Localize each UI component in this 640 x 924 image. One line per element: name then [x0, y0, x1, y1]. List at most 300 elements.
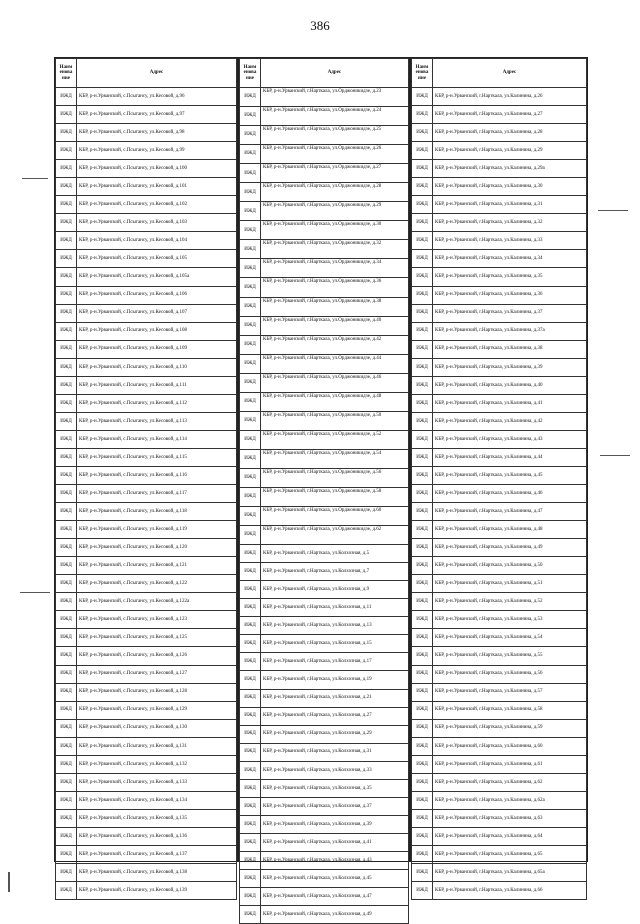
- table-row: [240, 526, 409, 545]
- property-type-cell: ИЖД: [56, 196, 77, 214]
- address-cell: КБР, р-н.Урванский, г.Нарткала, ул.Калинина, д.39: [433, 358, 587, 376]
- table-row: [240, 689, 409, 707]
- property-type-cell: ИЖД: [412, 882, 433, 900]
- table-row: [240, 411, 409, 430]
- table-row: [412, 647, 587, 665]
- table-row: [412, 791, 587, 809]
- address-cell: КБР, р-н.Урванский, с.Псыгансу, ул.Кесовой, д.116: [77, 466, 237, 484]
- table-row: [412, 430, 587, 448]
- address-cell: КБР, р-н.Урванский, с.Псыгансу, ул.Кесовой, д.98: [77, 124, 237, 142]
- address-cell: КБР, р-н.Урванский, с.Псыгансу, ул.Кесовой, д.132: [77, 755, 237, 773]
- property-type-cell: ИЖД: [240, 278, 261, 297]
- property-type-cell: ИЖД: [56, 304, 77, 322]
- table-row: [240, 373, 409, 392]
- property-type-cell: ИЖД: [240, 335, 261, 354]
- property-type-cell: ИЖД: [412, 88, 433, 106]
- table-row: [412, 268, 587, 286]
- address-cell: КБР, р-н.Урванский, с.Псыгансу, ул.Кесовой, д.122а: [77, 593, 237, 611]
- property-type-cell: ИЖД: [56, 827, 77, 845]
- table-row: [56, 394, 237, 412]
- table-row: [56, 845, 237, 863]
- table-row: [412, 88, 587, 106]
- table-row: [240, 671, 409, 689]
- property-type-cell: ИЖД: [56, 466, 77, 484]
- address-cell: КБР, р-н.Урванский, г.Нарткала, ул.Калинина, д.55: [433, 647, 587, 665]
- table-row: [56, 683, 237, 701]
- address-cell: КБР, р-н.Урванский, с.Псыгансу, ул.Кесовой, д.96: [77, 88, 237, 106]
- property-type-cell: ИЖД: [412, 160, 433, 178]
- property-type-cell: ИЖД: [412, 412, 433, 430]
- property-type-cell: ИЖД: [56, 142, 77, 160]
- table-row: [240, 430, 409, 449]
- table-row: [412, 286, 587, 304]
- address-cell: КБР, р-н.Урванский, г.Нарткала, ул.Орджоникидзе, д.40: [261, 316, 409, 335]
- address-cell: КБР, р-н.Урванский, г.Нарткала, ул.Орджоникидзе, д.36: [261, 278, 409, 297]
- property-type-cell: ИЖД: [240, 392, 261, 411]
- address-cell: КБР, р-н.Урванский, г.Нарткала, ул.Орджоникидзе, д.50: [261, 411, 409, 430]
- property-type-cell: ИЖД: [240, 373, 261, 392]
- table-row: [240, 779, 409, 797]
- property-type-cell: ИЖД: [412, 394, 433, 412]
- address-cell: КБР, р-н.Урванский, с.Псыгансу, ул.Кесовой, д.115: [77, 448, 237, 466]
- property-type-cell: ИЖД: [56, 845, 77, 863]
- table-row: [240, 202, 409, 221]
- property-type-cell: ИЖД: [240, 107, 261, 126]
- address-cell: КБР, р-н.Урванский, г.Нарткала, ул.Колхозная, д.13: [261, 617, 409, 635]
- table-row: [56, 376, 237, 394]
- table-row: [240, 487, 409, 506]
- table-row: [56, 575, 237, 593]
- property-type-cell: ИЖД: [240, 761, 261, 779]
- address-cell: КБР, р-н.Урванский, г.Нарткала, ул.Калинина, д.58: [433, 701, 587, 719]
- property-type-cell: ИЖД: [240, 779, 261, 797]
- property-type-cell: ИЖД: [412, 340, 433, 358]
- table-row: [56, 827, 237, 845]
- property-type-cell: ИЖД: [240, 126, 261, 145]
- table-row: [56, 160, 237, 178]
- address-cell: КБР, р-н.Урванский, г.Нарткала, ул.Колхозная, д.47: [261, 888, 409, 906]
- address-cell: КБР, р-н.Урванский, г.Нарткала, ул.Орджоникидзе, д.27: [261, 164, 409, 183]
- address-cell: КБР, р-н.Урванский, г.Нарткала, ул.Калинина, д.45: [433, 466, 587, 484]
- table-row: [240, 707, 409, 725]
- address-cell: КБР, р-н.Урванский, г.Нарткала, ул.Колхозная, д.31: [261, 743, 409, 761]
- address-cell: КБР, р-н.Урванский, с.Псыгансу, ул.Кесовой, д.137: [77, 845, 237, 863]
- address-cell: КБР, р-н.Урванский, г.Нарткала, ул.Колхозная, д.11: [261, 599, 409, 617]
- table-row: [412, 232, 587, 250]
- address-cell: КБР, р-н.Урванский, с.Псыгансу, ул.Кесовой, д.136: [77, 827, 237, 845]
- table-row: [240, 240, 409, 259]
- property-type-cell: ИЖД: [412, 809, 433, 827]
- property-type-cell: ИЖД: [56, 358, 77, 376]
- property-type-cell: ИЖД: [56, 448, 77, 466]
- address-cell: КБР, р-н.Урванский, г.Нарткала, ул.Калинина, д.62: [433, 773, 587, 791]
- property-type-cell: ИЖД: [412, 593, 433, 611]
- table-row: [412, 106, 587, 124]
- address-cell: КБР, р-н.Урванский, с.Псыгансу, ул.Кесовой, д.109: [77, 340, 237, 358]
- property-type-cell: ИЖД: [56, 809, 77, 827]
- property-type-cell: ИЖД: [240, 221, 261, 240]
- address-cell: КБР, р-н.Урванский, г.Нарткала, ул.Орджоникидзе, д.29: [261, 202, 409, 221]
- property-type-cell: ИЖД: [412, 539, 433, 557]
- table-row: [240, 653, 409, 671]
- address-cell: КБР, р-н.Урванский, с.Псыгансу, ул.Кесовой, д.118: [77, 503, 237, 521]
- property-type-cell: ИЖД: [56, 557, 77, 575]
- address-cell: КБР, р-н.Урванский, с.Псыгансу, ул.Кесовой, д.131: [77, 737, 237, 755]
- property-type-cell: ИЖД: [412, 376, 433, 394]
- property-type-cell: ИЖД: [412, 214, 433, 232]
- property-type-cell: ИЖД: [412, 575, 433, 593]
- table-row: [240, 545, 409, 563]
- table-row: [56, 268, 237, 286]
- property-type-cell: ИЖД: [56, 629, 77, 647]
- property-type-cell: ИЖД: [412, 701, 433, 719]
- property-type-cell: ИЖД: [240, 449, 261, 468]
- property-type-cell: ИЖД: [240, 487, 261, 506]
- property-type-cell: ИЖД: [56, 773, 77, 791]
- address-cell: КБР, р-н.Урванский, с.Псыгансу, ул.Кесовой, д.127: [77, 665, 237, 683]
- address-cell: КБР, р-н.Урванский, г.Нарткала, ул.Орджоникидзе, д.42: [261, 335, 409, 354]
- address-cell: КБР, р-н.Урванский, г.Нарткала, ул.Калинина, д.37: [433, 304, 587, 322]
- address-cell: КБР, р-н.Урванский, с.Псыгансу, ул.Кесовой, д.101: [77, 178, 237, 196]
- property-type-cell: ИЖД: [56, 250, 77, 268]
- property-type-cell: ИЖД: [412, 864, 433, 882]
- property-type-cell: ИЖД: [240, 851, 261, 869]
- table-row: [412, 539, 587, 557]
- address-cell: КБР, р-н.Урванский, г.Нарткала, ул.Колхозная, д.43: [261, 851, 409, 869]
- property-type-cell: ИЖД: [56, 719, 77, 737]
- table-row: [56, 773, 237, 791]
- table-row: [412, 629, 587, 647]
- table-row: [240, 449, 409, 468]
- table-row: [412, 412, 587, 430]
- address-cell: КБР, р-н.Урванский, г.Нарткала, ул.Колхозная, д.9: [261, 581, 409, 599]
- property-type-cell: ИЖД: [412, 719, 433, 737]
- address-cell: КБР, р-н.Урванский, с.Псыгансу, ул.Кесовой, д.104: [77, 232, 237, 250]
- table-header-row: [412, 59, 587, 88]
- table-row: [56, 340, 237, 358]
- property-type-cell: ИЖД: [412, 142, 433, 160]
- address-table-middle: [238, 57, 410, 917]
- table-row: [240, 88, 409, 107]
- property-type-cell: ИЖД: [240, 797, 261, 815]
- address-cell: КБР, р-н.Урванский, г.Нарткала, ул.Орджоникидзе, д.25: [261, 126, 409, 145]
- table-row: [240, 617, 409, 635]
- property-type-cell: ИЖД: [412, 485, 433, 503]
- table-row: [240, 392, 409, 411]
- table-row: [412, 719, 587, 737]
- table-row: [56, 791, 237, 809]
- property-type-cell: ИЖД: [240, 888, 261, 906]
- address-cell: КБР, р-н.Урванский, г.Нарткала, ул.Калинина, д.48: [433, 521, 587, 539]
- property-type-cell: ИЖД: [412, 322, 433, 340]
- address-cell: КБР, р-н.Урванский, г.Нарткала, ул.Колхозная, д.49: [261, 906, 409, 924]
- property-type-cell: ИЖД: [240, 430, 261, 449]
- address-cell: КБР, р-н.Урванский, г.Нарткала, ул.Колхозная, д.45: [261, 869, 409, 887]
- property-type-cell: ИЖД: [412, 827, 433, 845]
- table-row: [56, 755, 237, 773]
- property-type-cell: ИЖД: [412, 755, 433, 773]
- table-row: [240, 563, 409, 581]
- table-row: [56, 521, 237, 539]
- property-type-cell: ИЖД: [412, 521, 433, 539]
- address-cell: КБР, р-н.Урванский, г.Нарткала, ул.Калинина, д.59: [433, 719, 587, 737]
- property-type-cell: ИЖД: [56, 106, 77, 124]
- property-type-cell: ИЖД: [240, 725, 261, 743]
- table-row: [56, 611, 237, 629]
- table-row: [56, 448, 237, 466]
- header-address: Адрес: [77, 59, 237, 88]
- table-row: [412, 485, 587, 503]
- property-type-cell: ИЖД: [240, 507, 261, 526]
- address-cell: КБР, р-н.Урванский, г.Нарткала, ул.Калинина, д.47: [433, 503, 587, 521]
- table-row: [412, 521, 587, 539]
- table-row: [240, 761, 409, 779]
- table-row: [412, 340, 587, 358]
- header-type: Наим енова ние: [412, 59, 433, 88]
- property-type-cell: ИЖД: [412, 430, 433, 448]
- property-type-cell: ИЖД: [56, 376, 77, 394]
- table-row: [240, 183, 409, 202]
- table-row: [412, 358, 587, 376]
- table-row: [412, 755, 587, 773]
- table-row: [240, 743, 409, 761]
- address-cell: КБР, р-н.Урванский, г.Нарткала, ул.Калинина, д.38: [433, 340, 587, 358]
- property-type-cell: ИЖД: [412, 466, 433, 484]
- table-row: [240, 725, 409, 743]
- table-row: [56, 286, 237, 304]
- address-cell: КБР, р-н.Урванский, г.Нарткала, ул.Колхозная, д.5: [261, 545, 409, 563]
- address-cell: КБР, р-н.Урванский, с.Псыгансу, ул.Кесовой, д.135: [77, 809, 237, 827]
- property-type-cell: ИЖД: [56, 539, 77, 557]
- property-type-cell: ИЖД: [240, 183, 261, 202]
- address-cell: КБР, р-н.Урванский, г.Нарткала, ул.Колхозная, д.39: [261, 815, 409, 833]
- table-row: [412, 503, 587, 521]
- table-row: [240, 297, 409, 316]
- table-row: [412, 160, 587, 178]
- table-row: [412, 701, 587, 719]
- property-type-cell: ИЖД: [56, 232, 77, 250]
- table-row: [412, 737, 587, 755]
- address-cell: КБР, р-н.Урванский, г.Нарткала, ул.Калинина, д.41: [433, 394, 587, 412]
- table-row: [412, 304, 587, 322]
- address-cell: КБР, р-н.Урванский, г.Нарткала, ул.Колхозная, д.29: [261, 725, 409, 743]
- property-type-cell: ИЖД: [56, 124, 77, 142]
- address-cell: КБР, р-н.Урванский, г.Нарткала, ул.Калинина, д.60: [433, 737, 587, 755]
- address-cell: КБР, р-н.Урванский, г.Нарткала, ул.Колхозная, д.15: [261, 635, 409, 653]
- table-row: [412, 809, 587, 827]
- property-type-cell: ИЖД: [240, 354, 261, 373]
- header-address: Адрес: [261, 59, 409, 88]
- address-cell: КБР, р-н.Урванский, г.Нарткала, ул.Калинина, д.63: [433, 809, 587, 827]
- property-type-cell: ИЖД: [240, 869, 261, 887]
- address-cell: КБР, р-н.Урванский, г.Нарткала, ул.Калинина, д.29: [433, 142, 587, 160]
- property-type-cell: ИЖД: [56, 485, 77, 503]
- property-type-cell: ИЖД: [240, 164, 261, 183]
- address-cell: КБР, р-н.Урванский, г.Нарткала, ул.Калинина, д.65а: [433, 864, 587, 882]
- property-type-cell: ИЖД: [240, 545, 261, 563]
- property-type-cell: ИЖД: [56, 160, 77, 178]
- address-cell: КБР, р-н.Урванский, г.Нарткала, ул.Калинина, д.33: [433, 232, 587, 250]
- table-row: [412, 827, 587, 845]
- address-cell: КБР, р-н.Урванский, г.Нарткала, ул.Орджоникидзе, д.46: [261, 373, 409, 392]
- table-row: [56, 304, 237, 322]
- property-type-cell: ИЖД: [56, 755, 77, 773]
- property-type-cell: ИЖД: [240, 88, 261, 107]
- address-cell: КБР, р-н.Урванский, с.Псыгансу, ул.Кесовой, д.122: [77, 575, 237, 593]
- address-cell: КБР, р-н.Урванский, г.Нарткала, ул.Калинина, д.29а: [433, 160, 587, 178]
- property-type-cell: ИЖД: [240, 743, 261, 761]
- table-row: [412, 864, 587, 882]
- table-row: [412, 178, 587, 196]
- table-row: [412, 683, 587, 701]
- property-type-cell: ИЖД: [56, 88, 77, 106]
- table-row: [56, 412, 237, 430]
- property-type-cell: ИЖД: [56, 394, 77, 412]
- property-type-cell: ИЖД: [240, 689, 261, 707]
- scan-edge-mark: [22, 178, 48, 179]
- property-type-cell: ИЖД: [412, 448, 433, 466]
- table-row: [412, 557, 587, 575]
- property-type-cell: ИЖД: [240, 653, 261, 671]
- property-type-cell: ИЖД: [240, 145, 261, 164]
- table-row: [56, 232, 237, 250]
- property-type-cell: ИЖД: [240, 581, 261, 599]
- address-cell: КБР, р-н.Урванский, г.Нарткала, ул.Калинина, д.36: [433, 286, 587, 304]
- address-cell: КБР, р-н.Урванский, с.Псыгансу, ул.Кесовой, д.134: [77, 791, 237, 809]
- table-row: [56, 503, 237, 521]
- address-cell: КБР, р-н.Урванский, с.Псыгансу, ул.Кесовой, д.97: [77, 106, 237, 124]
- table-row: [412, 196, 587, 214]
- table-row: [240, 833, 409, 851]
- address-cell: КБР, р-н.Урванский, г.Нарткала, ул.Орджоникидзе, д.54: [261, 449, 409, 468]
- table-row: [412, 322, 587, 340]
- address-table-left: [54, 57, 238, 893]
- table-row: [56, 539, 237, 557]
- address-cell: КБР, р-н.Урванский, г.Нарткала, ул.Калинина, д.62а: [433, 791, 587, 809]
- property-type-cell: ИЖД: [240, 202, 261, 221]
- property-type-cell: ИЖД: [56, 575, 77, 593]
- header-type: Наим енова ние: [240, 59, 261, 88]
- address-cell: КБР, р-н.Урванский, г.Нарткала, ул.Орджоникидзе, д.58: [261, 487, 409, 506]
- header-address: Адрес: [433, 59, 587, 88]
- table-row: [412, 665, 587, 683]
- table-row: [412, 773, 587, 791]
- table-row: [56, 250, 237, 268]
- address-cell: КБР, р-н.Урванский, с.Псыгансу, ул.Кесовой, д.108: [77, 322, 237, 340]
- address-cell: КБР, р-н.Урванский, с.Псыгансу, ул.Кесовой, д.105а: [77, 268, 237, 286]
- address-cell: КБР, р-н.Урванский, с.Псыгансу, ул.Кесовой, д.112: [77, 394, 237, 412]
- property-type-cell: ИЖД: [56, 611, 77, 629]
- table-row: [240, 468, 409, 487]
- table-row: [56, 629, 237, 647]
- scan-edge-mark: [598, 210, 628, 211]
- table-row: [240, 507, 409, 526]
- table-row: [56, 124, 237, 142]
- address-cell: КБР, р-н.Урванский, г.Нарткала, ул.Орджоникидзе, д.23: [261, 88, 409, 107]
- address-cell: КБР, р-н.Урванский, г.Нарткала, ул.Колхозная, д.17: [261, 653, 409, 671]
- address-cell: КБР, р-н.Урванский, с.Псыгансу, ул.Кесовой, д.110: [77, 358, 237, 376]
- address-cell: КБР, р-н.Урванский, г.Нарткала, ул.Колхозная, д.37: [261, 797, 409, 815]
- table-row: [240, 164, 409, 183]
- address-cell: КБР, р-н.Урванский, г.Нарткала, ул.Орджоникидзе, д.38: [261, 297, 409, 316]
- address-cell: КБР, р-н.Урванский, г.Нарткала, ул.Калинина, д.32: [433, 214, 587, 232]
- property-type-cell: ИЖД: [412, 268, 433, 286]
- address-cell: КБР, р-н.Урванский, г.Нарткала, ул.Колхозная, д.7: [261, 563, 409, 581]
- table-row: [56, 358, 237, 376]
- property-type-cell: ИЖД: [56, 737, 77, 755]
- address-cell: КБР, р-н.Урванский, г.Нарткала, ул.Калинина, д.44: [433, 448, 587, 466]
- table-header-row: [240, 59, 409, 88]
- property-type-cell: ИЖД: [56, 412, 77, 430]
- table-row: [240, 126, 409, 145]
- address-cell: КБР, р-н.Урванский, с.Псыгансу, ул.Кесовой, д.133: [77, 773, 237, 791]
- address-cell: КБР, р-н.Урванский, г.Нарткала, ул.Орджоникидзе, д.48: [261, 392, 409, 411]
- property-type-cell: ИЖД: [412, 286, 433, 304]
- table-row: [240, 797, 409, 815]
- table-row: [240, 851, 409, 869]
- table-row: [56, 701, 237, 719]
- property-type-cell: ИЖД: [412, 106, 433, 124]
- property-type-cell: ИЖД: [56, 683, 77, 701]
- address-cell: КБР, р-н.Урванский, г.Нарткала, ул.Калинина, д.34: [433, 250, 587, 268]
- address-cell: КБР, р-н.Урванский, г.Нарткала, ул.Калинина, д.61: [433, 755, 587, 773]
- address-table: [411, 58, 587, 900]
- property-type-cell: ИЖД: [56, 214, 77, 232]
- address-cell: КБР, р-н.Урванский, г.Нарткала, ул.Калинина, д.26: [433, 88, 587, 106]
- address-cell: КБР, р-н.Урванский, с.Псыгансу, ул.Кесовой, д.114: [77, 430, 237, 448]
- table-row: [240, 354, 409, 373]
- table-row: [56, 106, 237, 124]
- property-type-cell: ИЖД: [56, 340, 77, 358]
- property-type-cell: ИЖД: [412, 791, 433, 809]
- address-cell: КБР, р-н.Урванский, с.Псыгансу, ул.Кесовой, д.102: [77, 196, 237, 214]
- table-row: [56, 737, 237, 755]
- address-table-right: [410, 57, 588, 893]
- table-row: [240, 316, 409, 335]
- table-row: [412, 448, 587, 466]
- address-cell: КБР, р-н.Урванский, с.Псыгансу, ул.Кесовой, д.99: [77, 142, 237, 160]
- property-type-cell: ИЖД: [240, 526, 261, 545]
- property-type-cell: ИЖД: [56, 178, 77, 196]
- property-type-cell: ИЖД: [240, 411, 261, 430]
- address-cell: КБР, р-н.Урванский, г.Нарткала, ул.Калинина, д.57: [433, 683, 587, 701]
- property-type-cell: ИЖД: [412, 773, 433, 791]
- address-cell: КБР, р-н.Урванский, г.Нарткала, ул.Калинина, д.30: [433, 178, 587, 196]
- table-row: [240, 278, 409, 297]
- table-row: [412, 611, 587, 629]
- address-cell: КБР, р-н.Урванский, г.Нарткала, ул.Орджоникидзе, д.44: [261, 354, 409, 373]
- table-row: [56, 214, 237, 232]
- scan-edge-mark: [600, 455, 630, 456]
- property-type-cell: ИЖД: [240, 563, 261, 581]
- property-type-cell: ИЖД: [240, 707, 261, 725]
- address-cell: КБР, р-н.Урванский, г.Нарткала, ул.Калинина, д.53: [433, 611, 587, 629]
- address-cell: КБР, р-н.Урванский, г.Нарткала, ул.Орджоникидзе, д.52: [261, 430, 409, 449]
- address-cell: КБР, р-н.Урванский, г.Нарткала, ул.Калинина, д.40: [433, 376, 587, 394]
- table-row: [412, 214, 587, 232]
- address-cell: КБР, р-н.Урванский, с.Псыгансу, ул.Кесовой, д.105: [77, 250, 237, 268]
- address-cell: КБР, р-н.Урванский, г.Нарткала, ул.Орджоникидзе, д.24: [261, 107, 409, 126]
- address-cell: КБР, р-н.Урванский, с.Псыгансу, ул.Кесовой, д.117: [77, 485, 237, 503]
- address-cell: КБР, р-н.Урванский, г.Нарткала, ул.Калинина, д.64: [433, 827, 587, 845]
- address-cell: КБР, р-н.Урванский, г.Нарткала, ул.Орджоникидзе, д.28: [261, 183, 409, 202]
- property-type-cell: ИЖД: [56, 647, 77, 665]
- address-cell: КБР, р-н.Урванский, г.Нарткала, ул.Орджоникидзе, д.30: [261, 221, 409, 240]
- table-row: [56, 142, 237, 160]
- header-type: Наим енова ние: [56, 59, 77, 88]
- address-cell: КБР, р-н.Урванский, с.Псыгансу, ул.Кесовой, д.107: [77, 304, 237, 322]
- table-row: [240, 335, 409, 354]
